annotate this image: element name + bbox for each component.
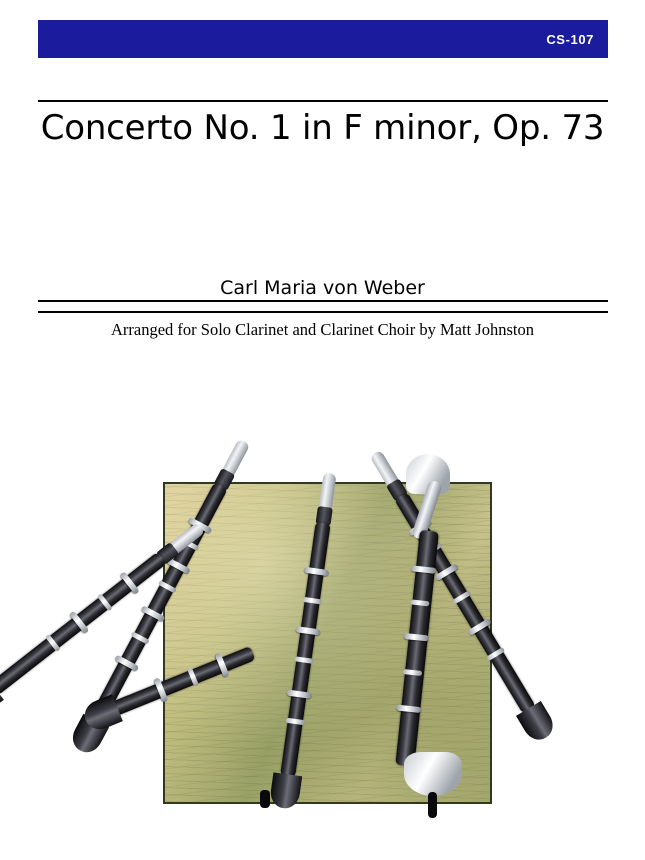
bell-icon xyxy=(80,694,122,734)
composer-rule-secondary xyxy=(38,311,608,313)
mouthpiece-icon xyxy=(222,438,250,476)
ring-icon xyxy=(45,634,61,652)
key-icon xyxy=(69,611,89,634)
clarinet-body xyxy=(0,552,167,696)
arrangement-credit: Arranged for Solo Clarinet and Clarinet Choir by Matt Johnston xyxy=(111,320,534,339)
title-rule-top xyxy=(38,100,608,102)
page-title: Concerto No. 1 in F minor, Op. 73 xyxy=(40,108,605,148)
key-icon xyxy=(141,605,166,622)
catalog-number: CS-107 xyxy=(546,31,594,47)
catalog-bar xyxy=(38,20,608,58)
composer-name: Carl Maria von Weber xyxy=(220,277,425,299)
key-icon xyxy=(114,655,139,672)
ring-icon xyxy=(131,631,150,644)
cover-art-frame xyxy=(163,482,492,804)
bell-icon xyxy=(516,701,558,745)
key-icon xyxy=(120,571,140,594)
bell-icon xyxy=(0,677,4,721)
ring-icon xyxy=(97,593,113,611)
composer-rule xyxy=(38,300,608,302)
bell-icon xyxy=(67,714,109,758)
